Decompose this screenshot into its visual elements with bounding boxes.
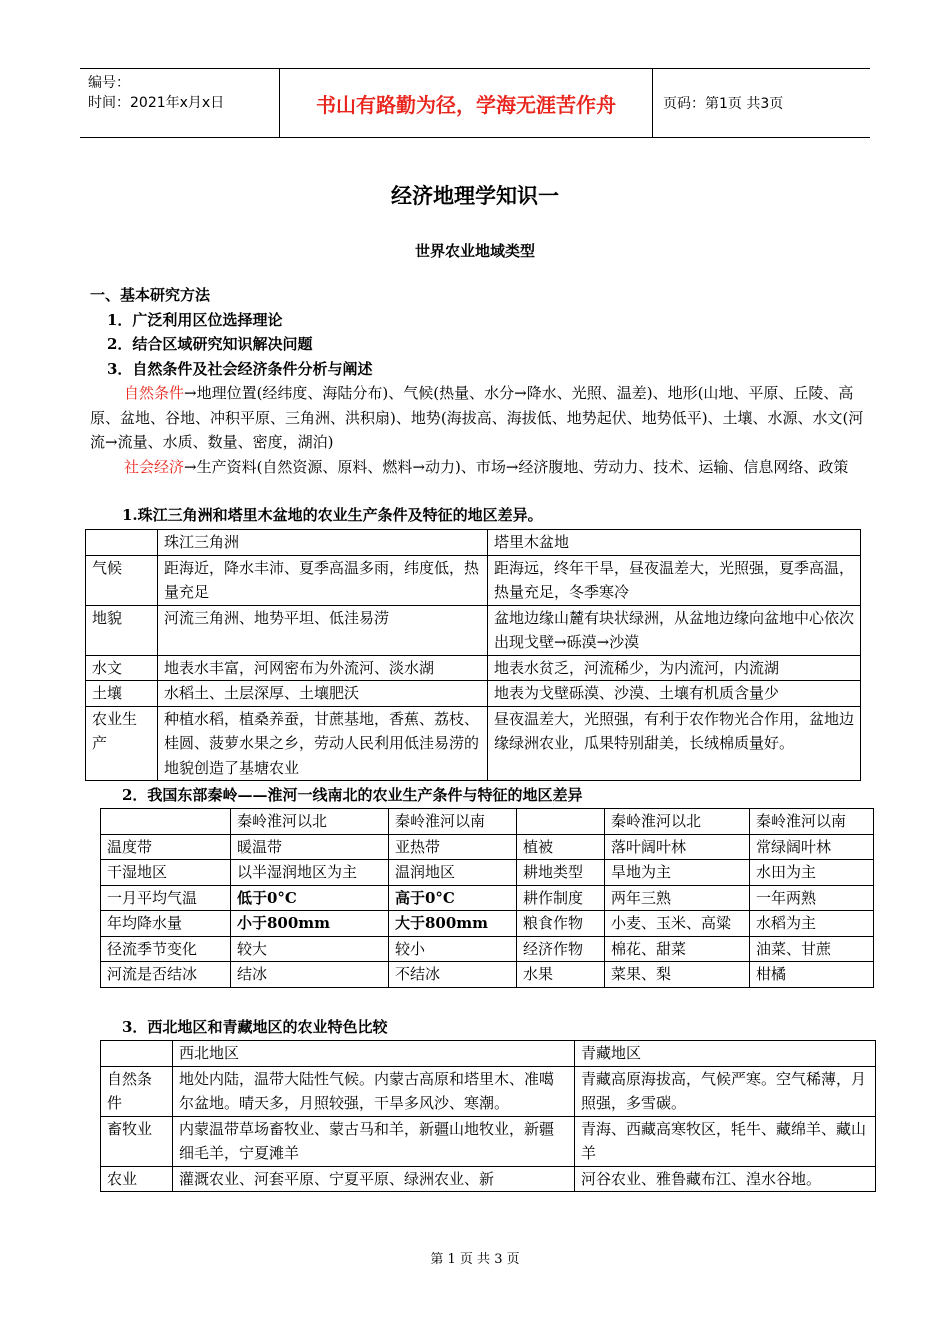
table-cell: 河谷农业、雅鲁藏布江、湟水谷地。	[575, 1166, 876, 1192]
table-row	[101, 885, 874, 911]
table-cell: 植被	[517, 834, 605, 860]
table-cell: 径流季节变化	[101, 936, 231, 962]
table-cell: 河流三角洲、地势平坦、低洼易涝	[158, 605, 488, 655]
table-cell: 温度带	[101, 834, 231, 860]
header-meta	[80, 69, 280, 137]
table-cell: 水文	[86, 655, 158, 681]
table-pearl-delta-tarim	[85, 529, 861, 781]
table-row	[86, 681, 861, 707]
table-header-cell	[86, 530, 158, 556]
table1-caption: 1.珠江三角洲和塔里木盆地的农业生产条件及特征的地区差异。	[122, 506, 543, 524]
table-header-row	[86, 530, 861, 556]
table-row	[86, 605, 861, 655]
table-header-cell	[517, 809, 605, 835]
table-cell: 一月平均气温	[101, 885, 231, 911]
number-label: 编号：	[88, 75, 130, 91]
table-cell: 不结冰	[389, 962, 517, 988]
table-cell: 常绿阔叶林	[750, 834, 874, 860]
header-page-info: 页码：第1页 共3页	[663, 96, 784, 112]
table-cell: 种植水稻，植桑养蚕，甘蔗基地，香蕉、荔枝、桂圆、菠萝水果之乡，劳动人民利用低洼易涝的地貌创造了基塘农业	[158, 706, 488, 781]
table-cell: 大于800mm	[389, 911, 517, 937]
table-cell: 柑橘	[750, 962, 874, 988]
table-cell: 距海近，降水丰沛、夏季高温多雨，纬度低，热量充足	[158, 555, 488, 605]
table-cell: 耕作制度	[517, 885, 605, 911]
table-cell: 灌溉农业、河套平原、宁夏平原、绿洲农业、新	[173, 1166, 575, 1192]
table-cell: 地表水贫乏，河流稀少，为内流河，内流湖	[488, 655, 861, 681]
table-cell: 较小	[389, 936, 517, 962]
method-item: 1．广泛利用区位选择理论	[107, 310, 283, 329]
table-cell: 暖温带	[231, 834, 389, 860]
method-item: 3．自然条件及社会经济条件分析与阐述	[107, 359, 373, 378]
table-header-row	[101, 1041, 876, 1067]
table-cell: 小于800mm	[231, 911, 389, 937]
table-header-cell: 秦岭淮河以北	[231, 809, 389, 835]
table-cell: 亚热带	[389, 834, 517, 860]
table-cell: 水稻为主	[750, 911, 874, 937]
table-cell: 较大	[231, 936, 389, 962]
page-footer: 第 1 页 共 3 页	[430, 1252, 520, 1267]
table-cell: 高于0°C	[389, 885, 517, 911]
table-cell: 青藏高原海拔高，气候严寒。空气稀薄，月照强，多雪碳。	[575, 1066, 876, 1116]
natural-conditions-text: →地理位置(经纬度、海陆分布)、气候(热量、水分→降水、光照、温差)、地形(山地、平原、丘陵、高原、盆地、谷地、冲积平原、三角洲、洪积扇)、地势(海拔高、海拔低、地势起伏、地势低平)、土壤、水源、水文(河流→流量、水质、数量、密度，湖泊)	[90, 384, 864, 451]
table-row	[101, 1066, 876, 1116]
table-cell: 昼夜温差大，光照强，有利于农作物光合作用，盆地边缘绿洲农业，瓜果特别甜美，长绒棉质量好。	[488, 706, 861, 781]
table-cell: 年均降水量	[101, 911, 231, 937]
table-northwest-tibet	[100, 1040, 876, 1192]
table-cell: 以半湿润地区为主	[231, 860, 389, 886]
table-cell: 内蒙温带草场畜牧业、蒙古马和羊，新疆山地牧业，新疆细毛羊，宁夏滩羊	[173, 1116, 575, 1166]
table-cell: 油菜、甘蔗	[750, 936, 874, 962]
table-cell: 棉花、甜菜	[605, 936, 750, 962]
time-label: 时间：2021年x月x日	[88, 95, 225, 111]
table-cell: 距海远，终年干旱，昼夜温差大，光照强，夏季高温，热量充足，冬季寒冷	[488, 555, 861, 605]
table-row	[101, 860, 874, 886]
social-economic-text: →生产资料(自然资源、原料、燃料→动力)、市场→经济腹地、劳动力、技术、运输、信息网络、政策	[184, 457, 849, 476]
table3-caption: 3．西北地区和青藏地区的农业特色比较	[122, 1018, 388, 1036]
table-cell: 地表为戈壁砾漠、沙漠、土壤有机质含量少	[488, 681, 861, 707]
table-header-cell: 塔里木盆地	[488, 530, 861, 556]
section-heading: 一、基本研究方法	[90, 286, 211, 304]
method-item: 2．结合区域研究知识解决问题	[107, 335, 313, 353]
table-cell: 地貌	[86, 605, 158, 655]
table-cell: 小麦、玉米、高粱	[605, 911, 750, 937]
table-cell: 畜牧业	[101, 1116, 173, 1166]
header-motto: 书山有路勤为径，学海无涯苦作舟	[280, 69, 653, 137]
table-header-cell: 珠江三角洲	[158, 530, 488, 556]
table-header-cell: 秦岭淮河以南	[750, 809, 874, 835]
table-cell: 农业生产	[86, 706, 158, 781]
table-header-cell	[101, 809, 231, 835]
natural-conditions-paragraph	[90, 381, 870, 455]
table-cell: 气候	[86, 555, 158, 605]
table-cell: 水果	[517, 962, 605, 988]
table-cell: 结冰	[231, 962, 389, 988]
section-basic-methods	[90, 283, 870, 479]
table-cell: 地表水丰富，河网密布为外流河、淡水湖	[158, 655, 488, 681]
page-title: 经济地理学知识一	[391, 184, 559, 208]
table-cell: 经济作物	[517, 936, 605, 962]
page-subtitle: 世界农业地域类型	[414, 242, 535, 260]
table-cell: 自然条件	[101, 1066, 173, 1116]
table-cell: 干湿地区	[101, 860, 231, 886]
table-row	[86, 555, 861, 605]
table-header-row	[101, 809, 874, 835]
table-row	[101, 834, 874, 860]
table-cell: 青海、西藏高寒牧区，牦牛、藏绵羊、藏山羊	[575, 1116, 876, 1166]
table-row	[86, 655, 861, 681]
table-header-cell: 秦岭淮河以南	[389, 809, 517, 835]
table-cell: 两年三熟	[605, 885, 750, 911]
table-row	[101, 962, 874, 988]
table-header-cell: 青藏地区	[575, 1041, 876, 1067]
table-row	[101, 1116, 876, 1166]
table-row	[101, 1166, 876, 1192]
table-cell: 落叶阔叶林	[605, 834, 750, 860]
table-qinling-huaihe	[100, 808, 874, 988]
natural-conditions-label: 自然条件	[124, 384, 185, 402]
table-cell: 温润地区	[389, 860, 517, 886]
table-cell: 菜果、梨	[605, 962, 750, 988]
table-cell: 河流是否结冰	[101, 962, 231, 988]
table-cell: 旱地为主	[605, 860, 750, 886]
table-cell: 粮食作物	[517, 911, 605, 937]
table-cell: 低于0°C	[231, 885, 389, 911]
table-row	[86, 706, 861, 781]
table-cell: 地处内陆，温带大陆性气候。内蒙古高原和塔里木、准噶尔盆地。晴天多，月照较强，干旱多风沙、寒潮。	[173, 1066, 575, 1116]
table-row	[101, 936, 874, 962]
table-header-cell	[101, 1041, 173, 1067]
table-cell: 水稻土、土层深厚、土壤肥沃	[158, 681, 488, 707]
social-economic-label: 社会经济	[124, 457, 185, 476]
table-row	[101, 911, 874, 937]
table-cell: 农业	[101, 1166, 173, 1192]
page-header	[80, 68, 870, 138]
table-header-cell: 秦岭淮河以北	[605, 809, 750, 835]
table-cell: 一年两熟	[750, 885, 874, 911]
table-cell: 耕地类型	[517, 860, 605, 886]
table-cell: 土壤	[86, 681, 158, 707]
table2-caption: 2．我国东部秦岭——淮河一线南北的农业生产条件与特征的地区差异	[122, 786, 583, 804]
table-cell: 水田为主	[750, 860, 874, 886]
table-header-cell: 西北地区	[173, 1041, 575, 1067]
social-economic-paragraph	[90, 455, 870, 480]
table-cell: 盆地边缘山麓有块状绿洲，从盆地边缘向盆地中心依次出现戈壁→砾漠→沙漠	[488, 605, 861, 655]
